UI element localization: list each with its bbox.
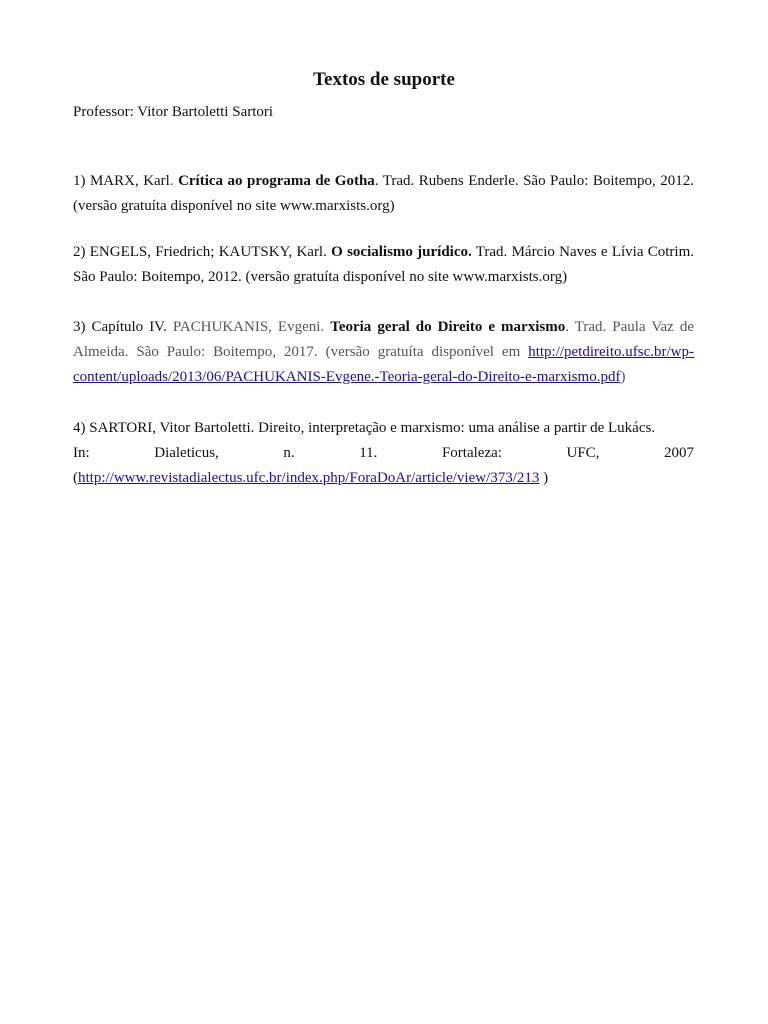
ref2-author: 2) ENGELS, Friedrich; KAUTSKY, Karl.: [73, 244, 327, 260]
ref4-link-line: [73, 466, 694, 491]
ref4-word: 2007: [664, 445, 694, 461]
ref2-details: Trad. Márcio Naves e Lívia Cotrim. São Paulo: Boitempo, 2012. (versão gratuíta disponível no site www.marxists.org): [73, 244, 695, 285]
ref4-word: Dialeticus,: [154, 445, 219, 461]
reference-4: [73, 416, 694, 491]
ref3-details: . Trad. Paula Vaz de Almeida. São Paulo: Boitempo, 2017. (versão gratuíta disponível em: [73, 319, 694, 360]
ref3-work-title: Teoria geral do Direito e marxismo: [330, 319, 566, 335]
ref1-details: . Trad. Rubens Enderle. São Paulo: Boitempo, 2012. (versão gratuíta disponível no site www.marxists.org): [73, 173, 694, 214]
professor-line: Professor: Vitor Bartoletti Sartori: [73, 104, 274, 120]
ref4-word: 11.: [359, 445, 378, 461]
ref4-close-paren: ): [539, 470, 549, 486]
ref2-work-title: O socialismo jurídico.: [331, 244, 472, 260]
reference-2: [73, 240, 694, 290]
reference-3: [73, 315, 694, 390]
ref4-text: 4) SARTORI, Vitor Bartoletti. Direito, interpretação e marxismo: uma análise a partir de Lukács.: [73, 420, 656, 436]
ref4-publication-line: [73, 441, 694, 466]
ref4-open-paren: (: [73, 470, 78, 486]
ref1-author: 1) MARX, Karl: [73, 173, 170, 189]
ref4-word: Fortaleza:: [441, 445, 502, 461]
ref1-dot: .: [169, 173, 174, 189]
ref3-close: ): [620, 369, 626, 385]
ref4-word: In:: [73, 445, 90, 461]
reference-1: [73, 169, 694, 219]
page-title: Textos de suporte: [313, 69, 455, 90]
ref1-work-title: Crítica ao programa de Gotha: [178, 173, 375, 189]
ref4-link[interactable]: http://www.revistadialectus.ufc.br/index.php/ForaDoAr/article/view/373/213: [78, 470, 540, 486]
ref3-chapter: 3) Capítulo IV.: [73, 319, 167, 335]
ref4-word: UFC,: [566, 445, 600, 461]
ref4-word: n.: [283, 445, 295, 461]
ref3-link[interactable]: http://petdireito.ufsc.br/wp-content/uploads/2013/06/PACHUKANIS-Evgene.-Teoria-geral-do-Direito-e-marxismo.pdf: [73, 344, 694, 385]
ref3-author: PACHUKANIS, Evgeni.: [166, 319, 331, 335]
